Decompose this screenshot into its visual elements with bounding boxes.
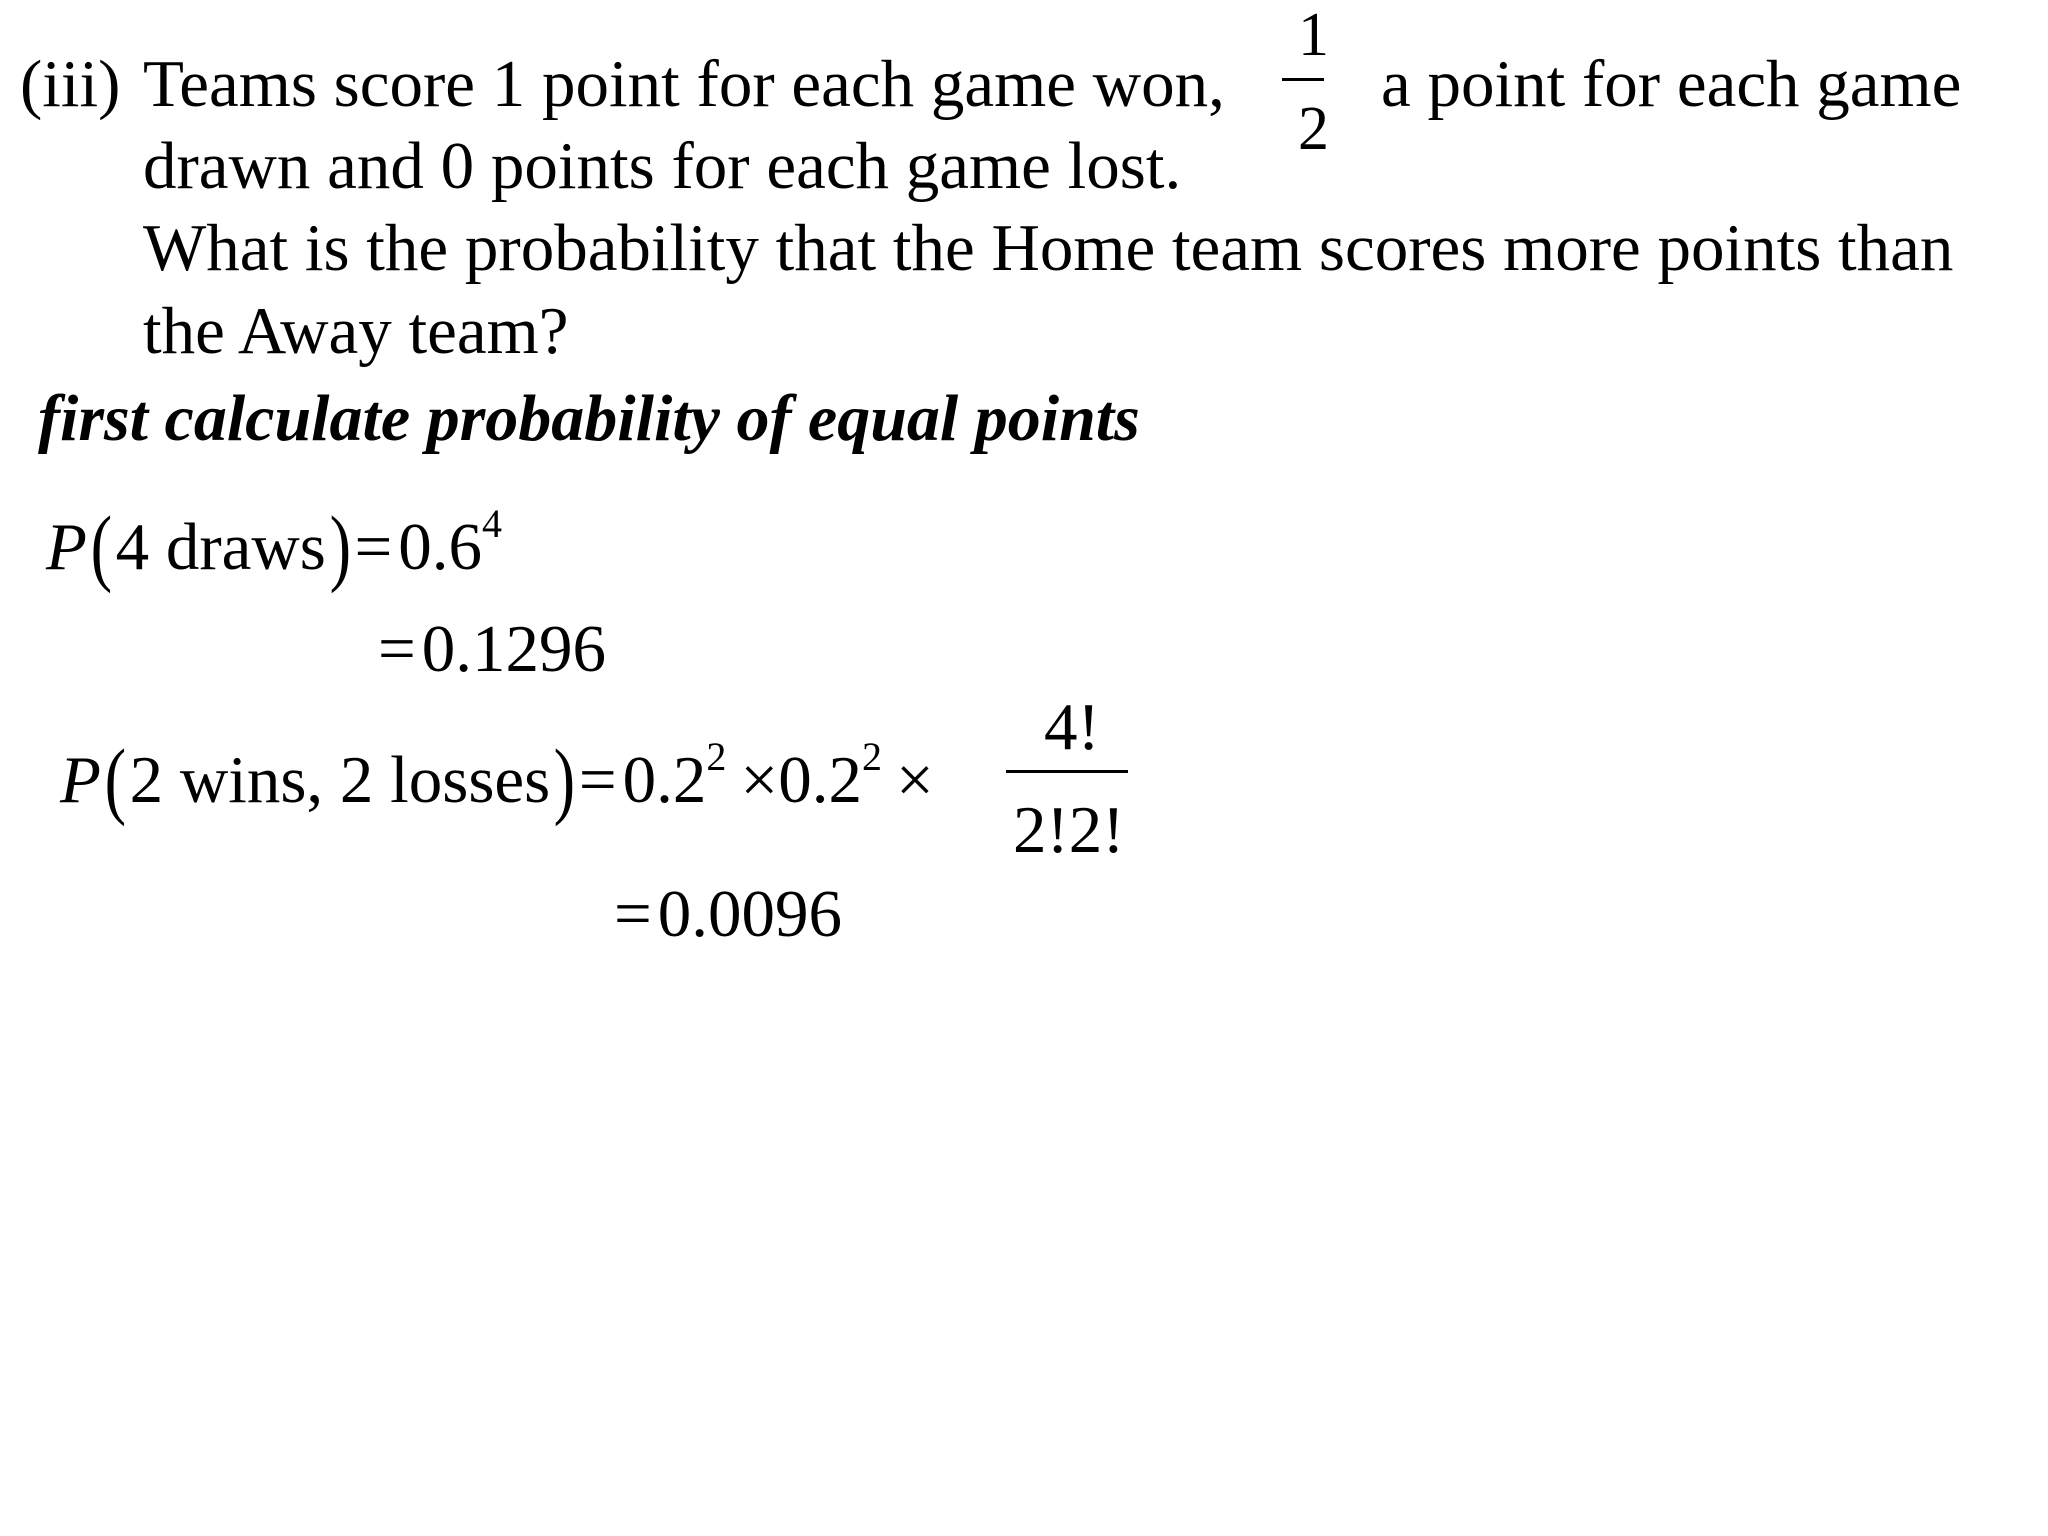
eq2-result-equals: =: [614, 877, 652, 951]
eq2-equals: =: [578, 743, 617, 817]
eq2-arg: 2 wins, 2 losses: [129, 743, 551, 817]
eq1-close-paren: ): [329, 498, 351, 594]
eq2-close-paren: ): [553, 731, 576, 827]
equation-draws: [46, 498, 503, 594]
eq2-p: P: [60, 743, 101, 817]
eq2-base2: 0.2: [778, 743, 862, 817]
eq1-base: 0.6: [398, 510, 483, 584]
question-line-2: drawn and 0 points for each game lost.: [143, 129, 1182, 203]
eq2-result: 0.0096: [657, 877, 843, 951]
eq1-result-equals: =: [378, 612, 416, 686]
question-line-3: What is the probability that the Home team scores more points than: [143, 211, 1954, 285]
half-denominator: 2: [1298, 95, 1329, 163]
equation-wins-losses: [60, 731, 934, 827]
eq1-result: 0.1296: [421, 612, 607, 686]
half-numerator: 1: [1298, 1, 1329, 69]
eq2-base1: 0.2: [622, 743, 707, 817]
working-heading: first calculate probability of equal points: [38, 382, 1140, 455]
eq2-times2: ×: [895, 743, 934, 817]
eq2-fraction-bar: [1006, 770, 1128, 773]
eq2-open-paren: (: [104, 731, 126, 827]
eq1-arg: 4 draws: [115, 510, 326, 584]
question-label: (iii): [20, 47, 121, 121]
equation-draws-result: [378, 612, 607, 686]
question-line-1: Teams score 1 point for each game won,: [143, 47, 1225, 121]
equation-wins-losses-result: [614, 877, 843, 951]
eq2-frac-denominator: 2!2!: [1013, 793, 1125, 867]
eq1-open-paren: (: [90, 498, 112, 594]
eq1-p: P: [46, 510, 87, 584]
eq2-exp2: 2: [861, 734, 882, 779]
eq1-equals: =: [354, 510, 393, 584]
eq2-frac-numerator: 4!: [1044, 690, 1100, 764]
question-line-1-tail: a point for each game: [1381, 47, 1962, 121]
eq2-times1: ×: [740, 743, 779, 817]
eq1-exponent: 4: [482, 501, 503, 546]
eq2-exp1: 2: [706, 734, 727, 779]
question-line-4: the Away team?: [143, 294, 569, 368]
half-fraction-bar: [1282, 78, 1324, 81]
